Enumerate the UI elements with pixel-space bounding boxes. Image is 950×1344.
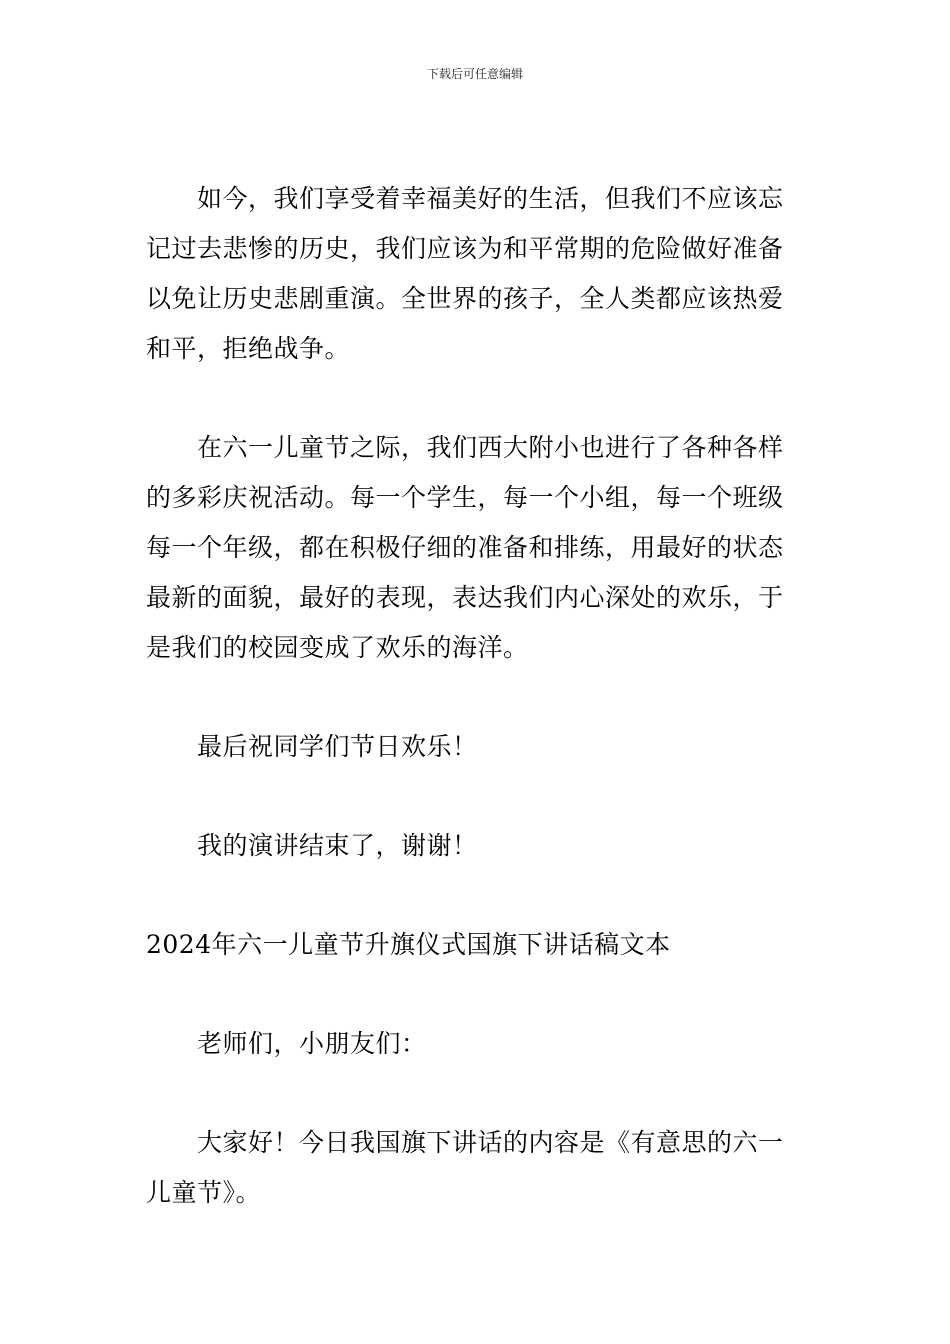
paragraph-2-line-5: 是我们的校园变成了欢乐的海洋。 [146,633,529,662]
paragraph-1-line-4: 和平，拒绝战争。 [146,334,351,363]
greeting-line: 老师们，小朋友们： [197,1029,427,1058]
paragraph-1-line-2: 记过去悲惨的历史，我们应该为和平常期的危险做好准备 [146,234,784,263]
paragraph-3-line-1: 最后祝同学们节日欢乐！ [197,732,478,761]
page-header: 下载后可任意编辑 [426,67,523,81]
paragraph-7-line-1: 大家好！今日我国旗下讲话的内容是《有意思的六一 [197,1128,784,1157]
section-title: 2024年六一儿童节升旗仪式国旗下讲话稿文本 [146,930,671,959]
paragraph-2-line-3: 每一个年级，都在积极仔细的准备和排练，用最好的状态 [146,533,784,562]
paragraph-2-line-2: 的多彩庆祝活动。每一个学生，每一个小组，每一个班级 [146,483,784,512]
paragraph-2-line-1: 在六一儿童节之际，我们西大附小也进行了各种各样 [197,433,784,462]
paragraph-1-line-1: 如今，我们享受着幸福美好的生活，但我们不应该忘 [197,184,784,213]
paragraph-2-line-4: 最新的面貌，最好的表现，表达我们内心深处的欢乐，于 [146,583,784,612]
paragraph-4-line-1: 我的演讲结束了，谢谢！ [197,831,478,860]
paragraph-1-line-3: 以免让历史悲剧重演。全世界的孩子，全人类都应该热爱 [146,284,784,313]
paragraph-7-line-2: 儿童节》。 [146,1178,262,1207]
